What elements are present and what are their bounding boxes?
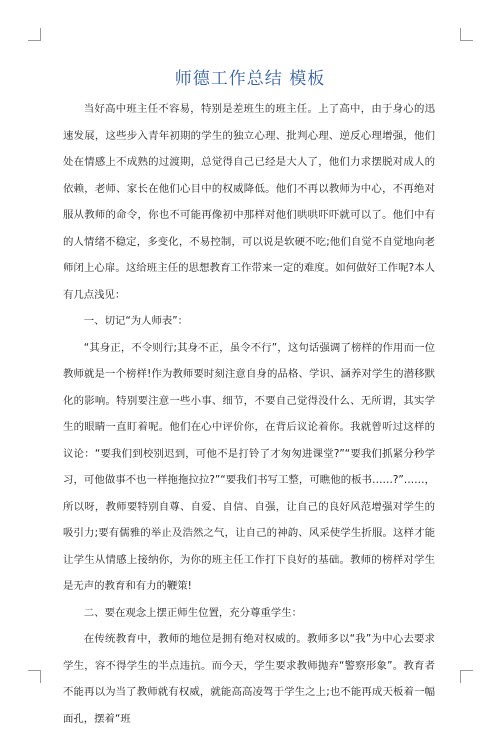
crop-mark-top-left bbox=[28, 28, 41, 41]
paragraph-intro: 当好高中班主任不容易，特别是差班生的班主任。上了高中，由于身心的迅速发展，这些步入青年初期的学生的独立心理、批判心理、逆反心理增强，他们处在情感上不成熟的过渡期，总觉得自己已经是大人了，他们力求摆脱对成人的依赖，老师、家长在他们心目中的权威降低。他们不再以教师为中心，不再绝对服从教师的命令，你也不可能再像初中那样对他们哄哄吓吓就可以了。他们中有的人情绪不稳定，多变化，不易控制，可以说是软硬不吃;他们自觉不自觉地向老师闭上心扉。这给班主任的思想教育工作带来一定的难度。如何做好工作呢?本人有几点浅见： bbox=[63, 103, 435, 301]
document-title: 师德工作总结 模板 bbox=[174, 69, 326, 89]
document-body bbox=[63, 96, 435, 732]
crop-mark-bottom-right bbox=[460, 670, 473, 683]
crop-mark-bottom-left bbox=[28, 670, 41, 683]
paragraph-section-2: 在传统教育中，教师的地位是拥有绝对权威的。教师多以“我”为中心去要求学生，容不得学生的半点违抗。而今天，学生要求教师抛弃“警察形象”。教育者不能再以为当了教师就有权威，就能高高凌驾于学生之上;也不能再成天板着一幅面孔，摆着“班 bbox=[63, 633, 435, 725]
section-heading-1: 一、切记“为人师表”： bbox=[83, 315, 189, 327]
crop-mark-top-right bbox=[460, 28, 473, 41]
paragraph-section-1: “其身正，不令则行;其身不正，虽令不行”，这句话强调了榜样的作用而一位教师就是一个榜样!作为教师要时刻注意自身的品格、学识、涵养对学生的潜移默化的影响。特别要注意一些小事、细节，不要自己觉得没什么、无所谓，其实学生的眼睛一直盯着呢。他们在心中评价你，在背后议论着你。我就曾听过这样的议论：“要我们到校别迟到，可他不是打铃了才匆匆进课堂?”“要我们抓紧分秒学习，可他做事不也一样拖拖拉拉?”“要我们书写工整，可瞧他的板书……?”……，所以呀，教师要特别自尊、自爱、自信、自强，让自己的良好风范增强对学生的吸引力;要有儒雅的举止及浩然之气，让自己的神韵、风采使学生折服。这样才能让学生从情感上接纳你，为你的班主任工作打下良好的基础。教师的榜样对学生是无声的教育和有力的鞭策! bbox=[63, 341, 435, 592]
section-heading-2: 二、要在观念上摆正师生位置，充分尊重学生： bbox=[83, 606, 302, 619]
